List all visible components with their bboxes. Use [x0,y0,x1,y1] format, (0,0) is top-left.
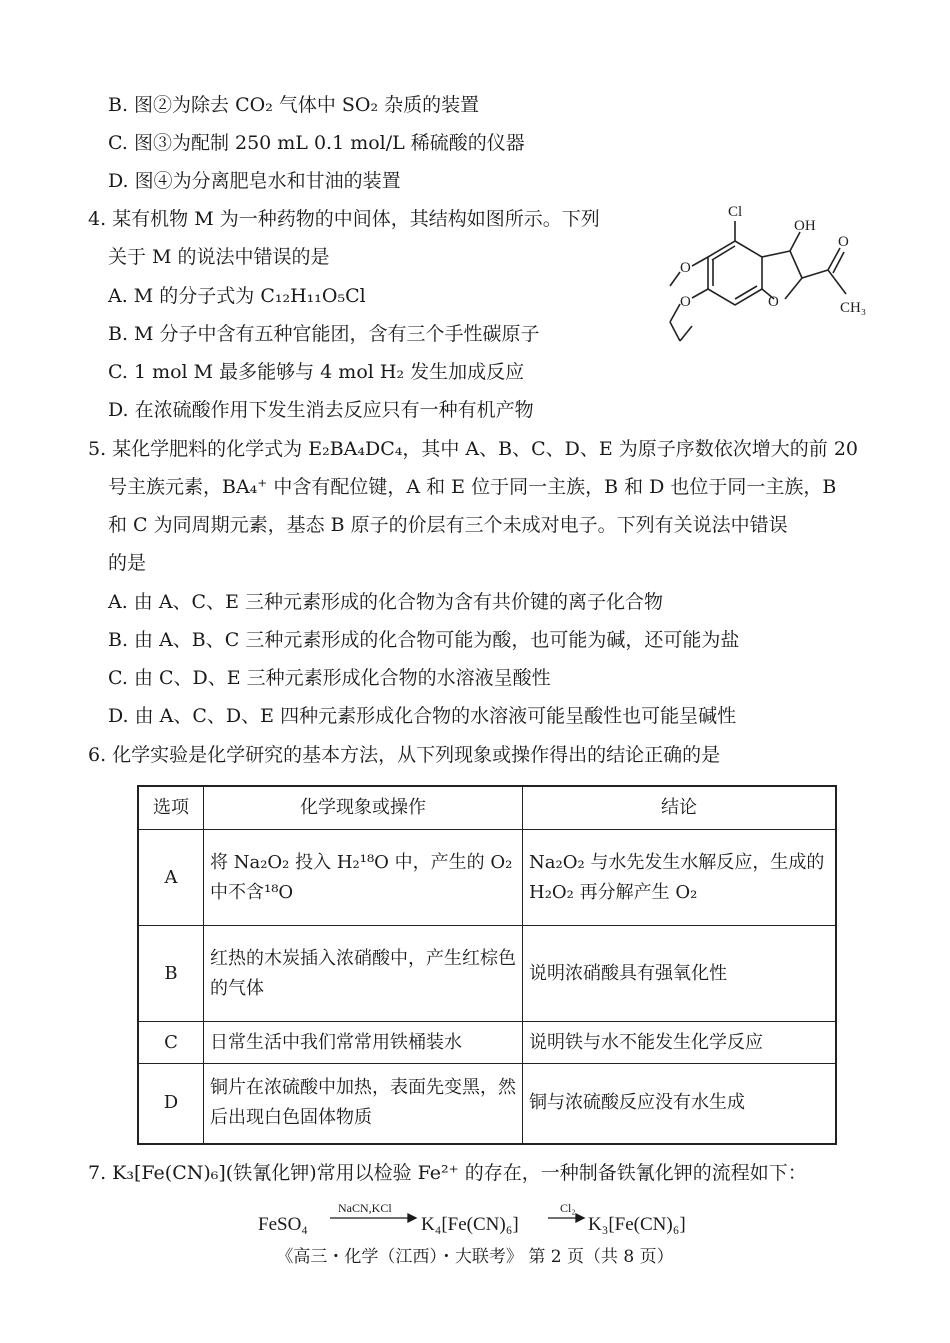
label-oh: OH [794,218,816,234]
label-ch3: CH₃ [840,300,867,316]
header-option: 选项 [138,786,204,830]
q5-stem-line4: 的是 [108,552,147,574]
row-action: 将 Na₂O₂ 投入 H₂¹⁸O 中，产生的 O₂ 中不含¹⁸O [204,830,523,926]
arrow-head-icon [576,1214,584,1222]
row-conclusion: 铜与浓硫酸反应没有水生成 [523,1064,837,1144]
table-row [138,1064,836,1144]
row-conclusion: 说明浓硝酸具有强氧化性 [523,926,837,1022]
table-row [138,926,836,1022]
q5-option-a: A. 由 A、C、E 三种元素形成的化合物为含有共价键的离子化合物 [108,591,664,613]
q3-option-b: B. 图②为除去 CO₂ 气体中 SO₂ 杂质的装置 [108,94,480,116]
page-footer: 《高三・化学（江西）・大联考》 第 2 页（共 8 页） [276,1247,674,1267]
table-row [138,1022,836,1064]
row-conclusion: Na₂O₂ 与水先发生水解反应，生成的 H₂O₂ 再分解产生 O₂ [523,830,837,926]
label-o-top: O [680,260,691,276]
q5-option-b: B. 由 A、B、C 三种元素形成的化合物可能为酸，也可能为碱，还可能为盐 [108,629,740,651]
row-action: 日常生活中我们常常用铁桶装水 [204,1022,523,1064]
q4-option-c: C. 1 mol M 最多能够与 4 mol H₂ 发生加成反应 [108,361,525,383]
row-conclusion: 说明铁与水不能发生化学反应 [523,1022,837,1064]
row-action: 铜片在浓硫酸中加热，表面先变黑，然后出现白色固体物质 [204,1064,523,1144]
flow-reagent2: Cl₂ [560,1201,576,1215]
row-label: C [138,1022,204,1064]
q5-stem-line2: 号主族元素，BA₄⁺ 中含有配位键，A 和 E 位于同一主族，B 和 D 也位于同一主族，B [108,476,837,498]
q5-option-d: D. 由 A、C、D、E 四种元素形成化合物的水溶液可能呈酸性也可能呈碱性 [108,705,737,727]
row-label: A [138,830,204,926]
row-label: D [138,1064,204,1144]
flow-middle: K₄[Fe(CN)₆] [421,1214,519,1235]
q4-stem-line2: 关于 M 的说法中错误的是 [108,246,330,268]
label-cl: Cl [728,204,743,220]
label-o-bottom: O [680,294,691,310]
q6-table [137,785,837,1145]
flow-start: FeSO₄ [258,1214,308,1235]
flow-reagent1: NaCN,KCl [338,1201,392,1215]
q4-option-d: D. 在浓硫酸作用下发生消去反应只有一种有机产物 [108,399,534,421]
header-action: 化学现象或操作 [204,786,523,830]
q3-option-d: D. 图④为分离肥皂水和甘油的装置 [108,170,401,192]
q4-option-b: B. M 分子中含有五种官能团，含有三个手性碳原子 [108,323,540,345]
table-row [138,830,836,926]
label-ring-o: O [768,294,779,310]
q5-option-c: C. 由 C、D、E 三种元素形成化合物的水溶液呈酸性 [108,667,551,689]
header-conclusion: 结论 [523,786,837,830]
arrow-head-icon [408,1214,416,1222]
row-action: 红热的木炭插入浓硝酸中，产生红棕色的气体 [204,926,523,1022]
molecule-structure [640,196,880,366]
q4-option-a: A. M 的分子式为 C₁₂H₁₁O₅Cl [108,285,366,307]
q6-stem: 6. 化学实验是化学研究的基本方法，从下列现象或操作得出的结论正确的是 [88,744,721,766]
q7-flow-diagram [258,1198,728,1238]
label-ketone-o: O [838,234,849,250]
table-header-row [138,786,836,830]
q3-option-c: C. 图③为配制 250 mL 0.1 mol/L 稀硫酸的仪器 [108,132,525,154]
q5-stem-line3: 和 C 为同周期元素，基态 B 原子的价层有三个未成对电子。下列有关说法中错误 [108,514,788,536]
q4-stem-line1: 4. 某有机物 M 为一种药物的中间体，其结构如图所示。下列 [88,208,600,230]
flow-end: K₃[Fe(CN)₆] [588,1214,686,1235]
q5-stem-line1: 5. 某化学肥料的化学式为 E₂BA₄DC₄，其中 A、B、C、D、E 为原子序数依次增大的前 20 [88,438,859,460]
row-label: B [138,926,204,1022]
q7-stem: 7. K₃[Fe(CN)₆](铁氰化钾)常用以检验 Fe²⁺ 的存在，一种制备铁氰化钾的流程如下： [88,1162,807,1184]
